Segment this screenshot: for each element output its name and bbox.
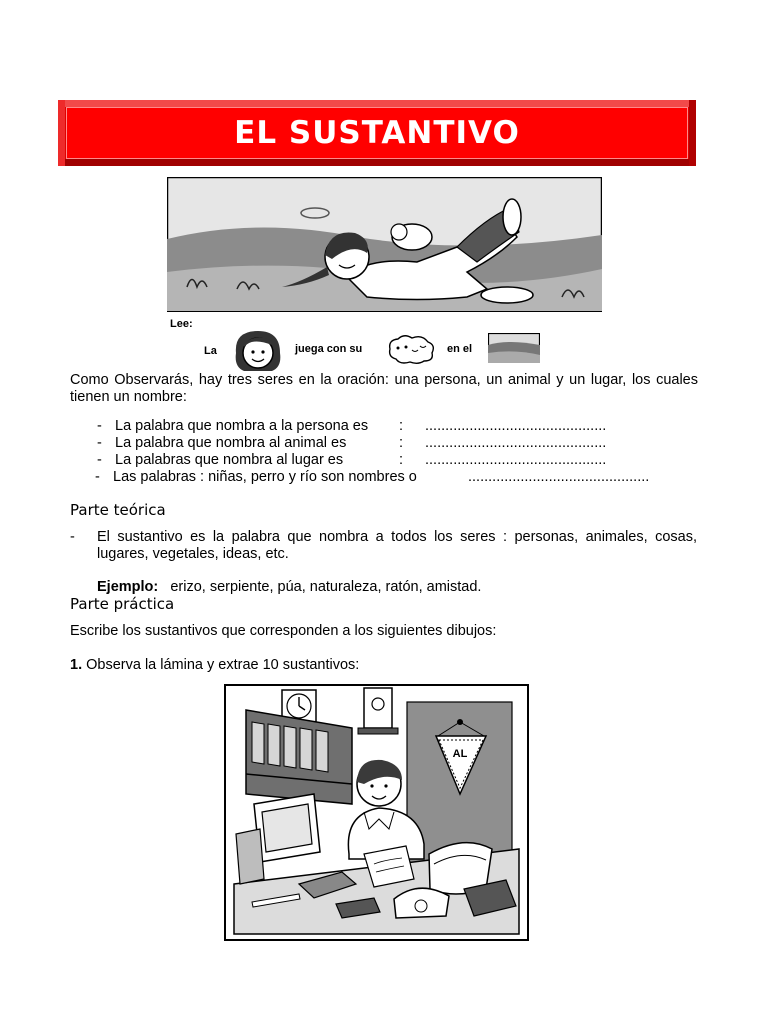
intro-paragraph: Como Observarás, hay tres seres en la oración: una persona, un animal y un lugar, los cuales tienen un nombre: bbox=[70, 372, 698, 405]
word-la: La bbox=[204, 345, 217, 357]
question-text: La palabras que nombra al lugar es bbox=[115, 452, 344, 468]
practice-item bbox=[70, 657, 359, 674]
item-number: 1. bbox=[70, 657, 83, 673]
boy-at-desk-illustration bbox=[224, 684, 529, 941]
theory-definition: El sustantivo es la palabra que nombra a todos los seres : personas, animales, cosas, lugares, vegetales, ideas, etc. bbox=[97, 529, 697, 562]
question-text: La palabra que nombra al animal es bbox=[115, 435, 347, 451]
question-text: La palabra que nombra a la persona es bbox=[115, 418, 369, 434]
practice-heading: Parte práctica bbox=[70, 595, 175, 613]
answer-blank: ............................................. bbox=[425, 418, 607, 434]
page-title: EL SUSTANTIVO bbox=[234, 115, 520, 151]
answer-blank: ............................................. bbox=[425, 452, 607, 468]
practice-instruction: Escribe los sustantivos que corresponden a los siguientes dibujos: bbox=[70, 623, 497, 639]
question-row: - Las palabras : niñas, perro y río son nombres o ............................................. bbox=[95, 469, 650, 485]
example-label: Ejemplo: bbox=[97, 579, 159, 595]
question-row: - La palabras que nombra al lugar es : ............................................. bbox=[97, 452, 607, 468]
question-row: - La palabra que nombra a la persona es : ............................................. bbox=[97, 418, 607, 434]
example-text: erizo, serpiente, púa, naturaleza, ratón, amistad. bbox=[170, 579, 482, 595]
question-text: Las palabras : niñas, perro y río son nombres o bbox=[113, 469, 417, 485]
word-en-el: en el bbox=[447, 343, 473, 355]
field-landscape-icon bbox=[488, 333, 540, 363]
answer-blank: ............................................. bbox=[468, 469, 650, 485]
item-text: Observa la lámina y extrae 10 sustantivos: bbox=[86, 657, 360, 673]
theory-bullet: - bbox=[70, 529, 75, 545]
answer-blank: ............................................. bbox=[425, 435, 607, 451]
word-juega: juega con su bbox=[295, 343, 363, 355]
title-banner bbox=[58, 100, 696, 166]
girl-with-dog-illustration bbox=[167, 177, 602, 312]
dog-icon bbox=[384, 334, 436, 364]
example-line bbox=[97, 579, 481, 596]
theory-heading: Parte teórica bbox=[70, 501, 166, 519]
pennant-text: AL bbox=[452, 748, 468, 760]
girl-face-icon bbox=[228, 327, 288, 373]
question-row: - La palabra que nombra al animal es : ............................................. bbox=[97, 435, 607, 451]
lee-label: Lee: bbox=[170, 318, 193, 330]
